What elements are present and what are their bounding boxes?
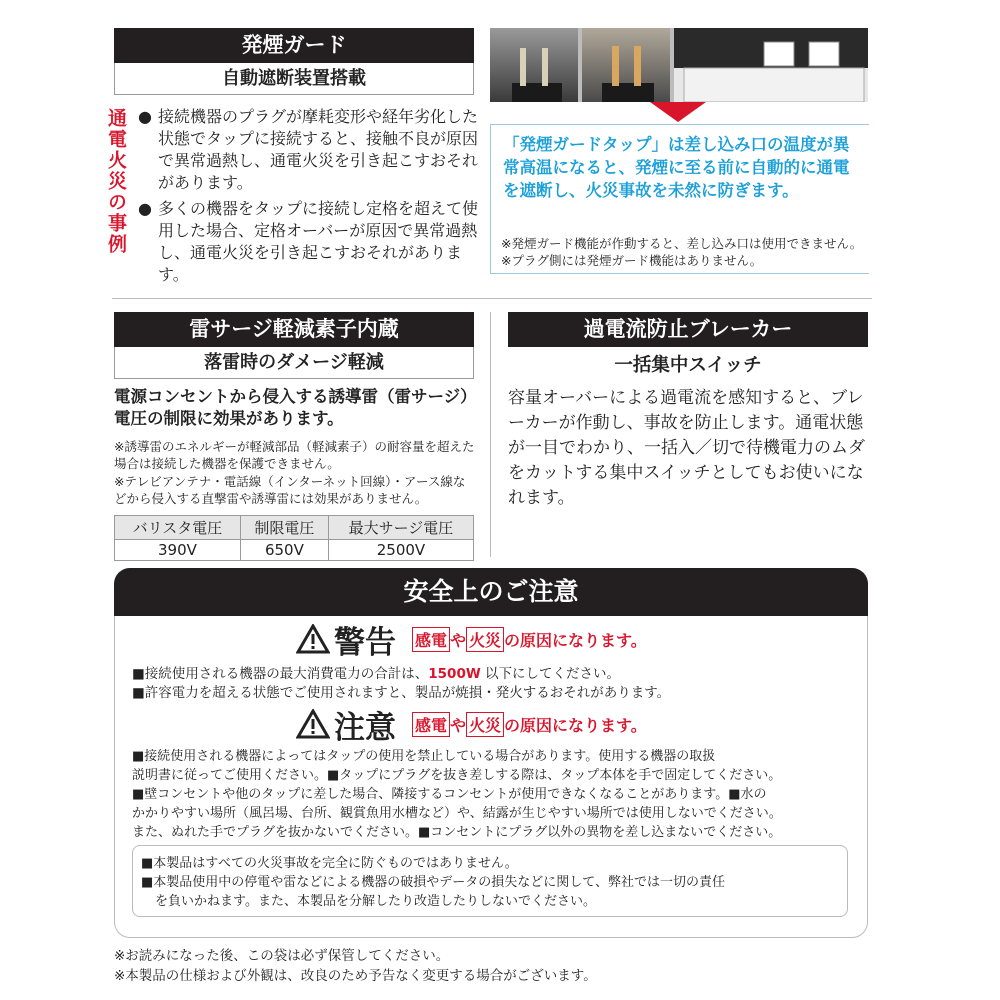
disclaimer-box xyxy=(132,845,848,917)
product-photo-strip xyxy=(490,28,868,102)
smoke-guard-highlight-box xyxy=(490,124,869,274)
smoke-guard-subtitle: 自動遮断装置搭載 xyxy=(114,63,474,95)
max-power-value: 1500W xyxy=(428,666,481,682)
surge-spec-table xyxy=(114,515,474,561)
fire-tag: 火災 xyxy=(466,712,504,737)
disclaimer-line: を負いかねます。また、本製品を分解したり改造したりしないでください。 xyxy=(155,894,596,909)
safety-header: 安全上のご注意 xyxy=(114,568,868,616)
caution-triangle-icon xyxy=(296,709,330,739)
bullet-dot-icon: ● xyxy=(138,107,152,126)
footer-note-2: ※本製品の仕様および外観は、改良のため予告なく変更する場合がございます。 xyxy=(114,968,597,984)
surge-note-2: ※テレビアンテナ・電話線（インターネット回線）・アース線などから侵入する直撃雷や誘導雷には効果がありません。 xyxy=(114,474,466,506)
spec-value-row xyxy=(115,540,474,561)
caution-line: ■壁コンセントや他のタップに差した場合、隣接するコンセントが使用できなくなることがあります。■水の xyxy=(132,787,767,802)
spec-value-limit: 650V xyxy=(240,540,328,561)
cause-text: の原因になります。 xyxy=(504,715,647,735)
spec-header-row xyxy=(115,516,474,540)
caution-text xyxy=(132,747,856,842)
shock-tag: 感電 xyxy=(412,627,450,652)
warning-line-1: ■接続使用される機器の最大消費電力の合計は、1500W 以下にしてください。 xyxy=(132,666,621,682)
footer-note-1: ※お読みになった後、この袋は必ず保管してください。 xyxy=(114,948,450,964)
caution-line: また、ぬれた手でプラグを抜かないでください。■コンセントにプラグ以外の異物を差し込まないでください。 xyxy=(132,825,782,840)
bullet-dot-icon: ● xyxy=(138,199,152,218)
caution-line: 説明書に従ってご使用ください。■タップにプラグを抜き差しする際は、タップ本体を手で固定してください。 xyxy=(132,768,782,783)
disclaimer-line: ■本製品使用中の停電や雷などによる機器の破損やデータの損失などに関して、弊社では一切の責任 xyxy=(141,875,726,890)
tap-photo xyxy=(674,28,868,102)
breaker-text: 容量オーバーによる過電流を感知すると、ブレーカーが作動し、事故を防止します。通電状態が一目でわかり、一括入／切で待機電力のムダをカットする集中スイッチとしてもお使いになれます。 xyxy=(508,388,865,508)
caution-heading xyxy=(296,705,647,746)
column-divider xyxy=(490,312,491,557)
bullet-item: ● 接続機器のプラグが摩耗変形や経年劣化した状態でタップに接続すると、接触不良が原因で異常過熱し、通電火災を引き起こすおそれがあります。 xyxy=(138,107,479,192)
caution-line: ■接続使用される機器によってはタップの使用を禁止している場合があります。使用する機器の取扱 xyxy=(132,749,716,764)
surge-subtitle: 落雷時のダメージ軽減 xyxy=(114,347,474,379)
smoke-guard-header: 発煙ガード xyxy=(114,28,474,63)
warning-label: 警告 xyxy=(334,624,396,661)
connector-text: や xyxy=(450,715,467,735)
section-divider xyxy=(112,298,872,299)
connector-text: や xyxy=(450,630,467,650)
spec-value-max-surge: 2500V xyxy=(328,540,473,561)
spec-header-limit: 制限電圧 xyxy=(240,516,328,540)
plug-icon xyxy=(582,28,670,102)
smoke-guard-note-1: ※発煙ガード機能が作動すると、差し込み口は使用できません。 xyxy=(501,236,863,251)
plug-icon xyxy=(490,28,578,102)
smoke-guard-note-2: ※プラグ側には発煙ガード機能はありません。 xyxy=(501,253,763,268)
warning-heading xyxy=(296,620,647,661)
shock-tag: 感電 xyxy=(412,712,450,737)
arrow-down-icon xyxy=(650,102,706,122)
disclaimer-line: ■本製品はすべての火災事故を完全に防ぐものではありません。 xyxy=(141,856,518,871)
spec-header-max-surge: 最大サージ電圧 xyxy=(328,516,473,540)
power-strip-icon xyxy=(674,28,868,102)
smoke-guard-highlight: 「発煙ガードタップ」は差し込み口の温度が異常高温になると、発煙に至る前に自動的に通電を遮断し、火災事故を未然に防ぎます。 xyxy=(503,135,850,200)
surge-header: 雷サージ軽減素子内蔵 xyxy=(114,312,474,347)
caution-line: かかりやすい場所（風呂場、台所、観賞魚用水槽など）や、結露が生じやすい場所では使用しないでください。 xyxy=(132,806,782,821)
surge-note-1: ※誘導雷のエネルギーが軽減部品（軽減素子）の耐容量を超えた場合は接続した機器を保護できません。 xyxy=(114,439,475,471)
bullet-item: ● 多くの機器をタップに接続し定格を超えて使用した場合、定格オーバーが原因で異常過熱し、通電火災を引き起こすおそれがあります。 xyxy=(138,199,479,284)
guard-plug-photo xyxy=(582,28,670,102)
spec-header-varistor: バリスタ電圧 xyxy=(115,516,241,540)
breaker-header: 過電流防止ブレーカー xyxy=(508,312,868,347)
plug-photo xyxy=(490,28,578,102)
breaker-subtitle: 一括集中スイッチ xyxy=(614,355,762,376)
surge-lead: 電源コンセントから侵入する誘導雷（雷サージ）電圧の制限に効果があります。 xyxy=(114,387,469,428)
warning-triangle-icon xyxy=(296,624,330,654)
cause-text: の原因になります。 xyxy=(504,630,647,650)
warning-line-2: ■許容電力を超える状態でご使用されますと、製品が焼損・発火するおそれがあります。 xyxy=(132,685,671,701)
caution-label: 注意 xyxy=(334,709,396,746)
spec-value-varistor: 390V xyxy=(115,540,241,561)
fire-tag: 火災 xyxy=(466,627,504,652)
smoke-guard-bullets xyxy=(138,106,478,286)
fire-case-side-label: 通電火災の事例 xyxy=(105,108,127,255)
